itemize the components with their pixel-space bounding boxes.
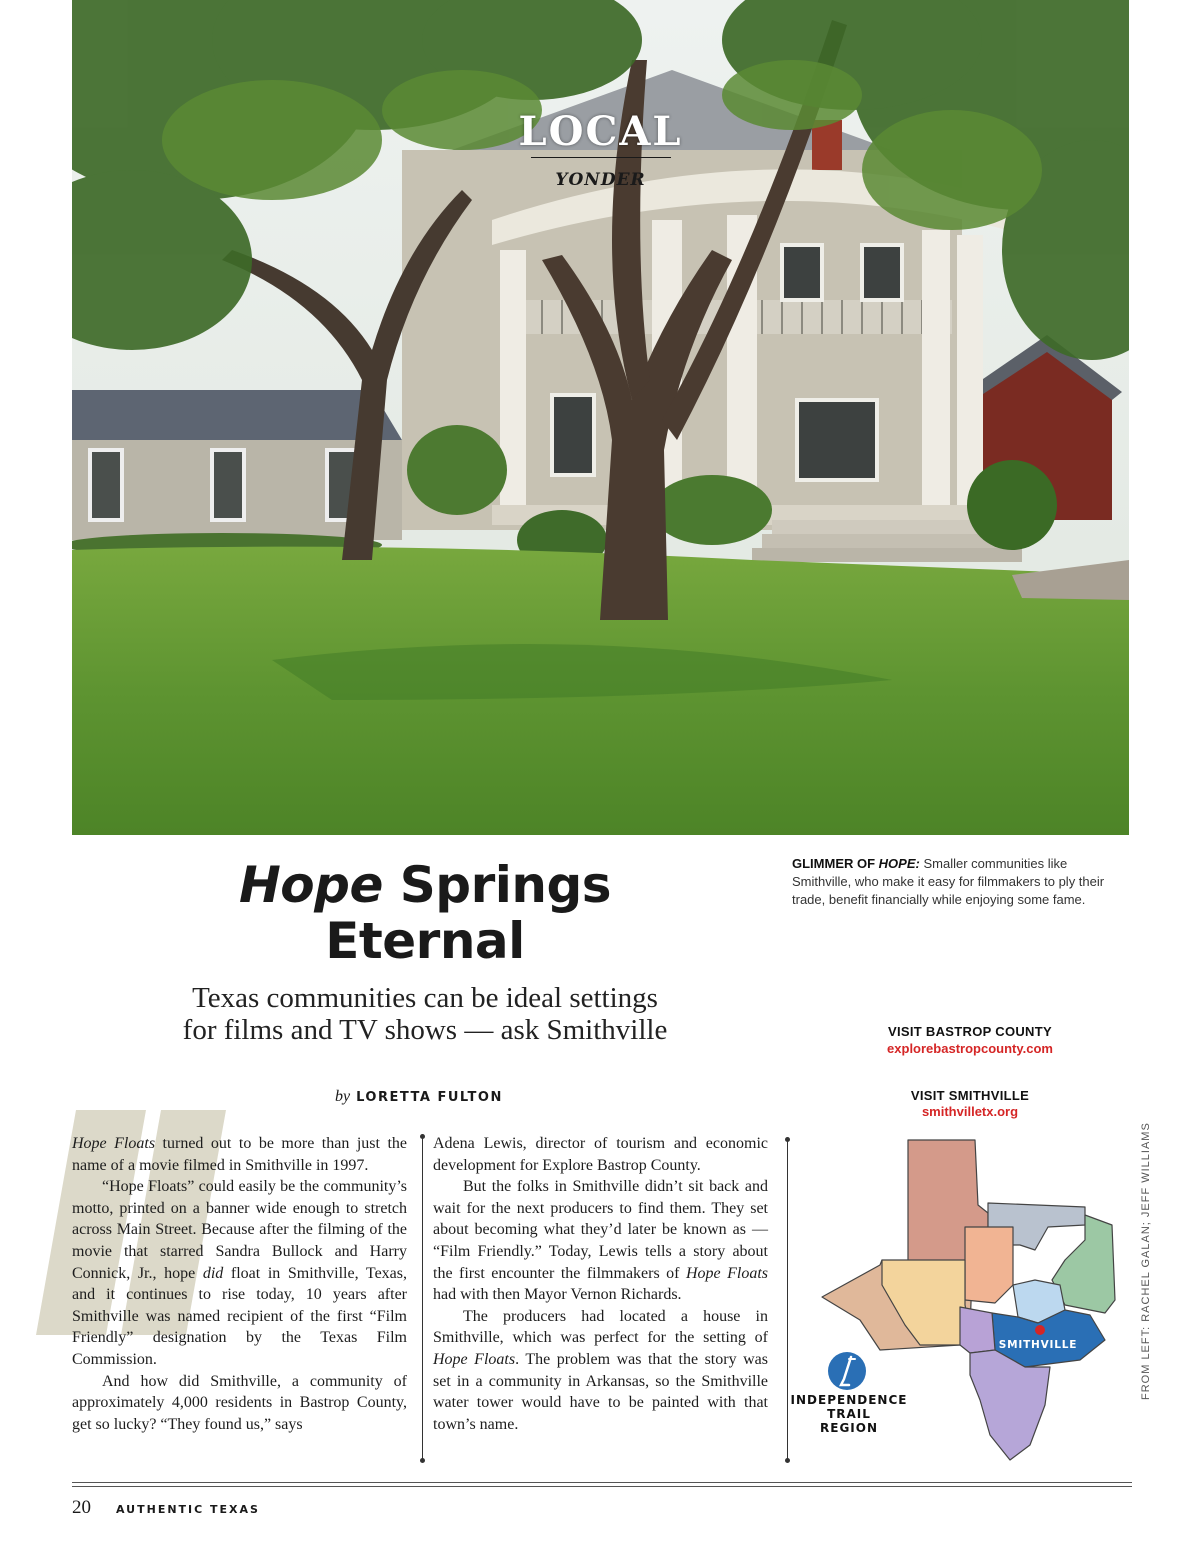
article-text: had with then Mayor Vernon Richards.: [433, 1286, 682, 1304]
article-text: . The problem was that the story was set in a community in Arkansas, so the Smithville water tower would have to be painted with that town’s name.: [433, 1350, 768, 1433]
visit-smithville-link[interactable]: smithvilletx.org: [921, 1104, 1019, 1119]
caption-text: Smaller communities like Smithville, who make it easy for filmmakers to ply their trade, benefit financially while enjoying some fame.: [792, 856, 1105, 907]
sidebar-divider: [787, 1140, 788, 1460]
deck-line2: for films and TV shows — ask Smithville: [182, 1014, 668, 1046]
article-paragraph: [72, 1133, 407, 1176]
headline-line2: Eternal: [325, 912, 525, 970]
article-text: But the folks in Smithville didn’t sit back and wait for the next producers to find them. They set about becoming what they’d later be known as — “Film Friendly.” Today, Lewis tells a story about the first encounter the filmmakers of: [433, 1178, 768, 1282]
deck-line1: Texas communities can be ideal settings: [192, 982, 658, 1014]
map-region-south: [970, 1350, 1050, 1460]
section-divider: [531, 157, 671, 158]
map-region-central: [965, 1227, 1013, 1303]
divider-dot: [420, 1458, 425, 1463]
caption-lead-italic: HOPE:: [878, 856, 920, 871]
article-paragraph: [433, 1306, 768, 1436]
article-text: turned out to be more than just the name of a movie filmed in Smithville in 1997.: [72, 1135, 407, 1174]
page-number: 20: [72, 1497, 91, 1518]
divider-dot: [785, 1458, 790, 1463]
headline-line1-rest: Springs: [399, 856, 612, 914]
byline-by: by: [335, 1088, 351, 1105]
caption-lead: GLIMMER OF: [792, 856, 879, 871]
region-label-line: REGION: [820, 1421, 878, 1435]
article-paragraph: And how did Smithville, a community of approximately 4,000 residents in Bastrop County, get so lucky? “They found us,” says: [72, 1372, 407, 1433]
section-subhead: YONDER: [555, 170, 646, 190]
article-paragraph: [72, 1176, 407, 1370]
footer-rule: [72, 1486, 1132, 1487]
byline: [335, 1088, 503, 1106]
photo-credit: [1140, 1100, 1160, 1400]
smithville-marker-icon: [1035, 1325, 1045, 1335]
region-label: [790, 1393, 908, 1435]
article-text: The producers had located a house in Smithville, which was perfect for the setting of: [433, 1307, 768, 1347]
headline-italic-word: Hope: [238, 856, 383, 914]
article-text: float in Smithville, Texas, and it continues to rise today, 10 years after Smithville was named recipient of the first “Film Friendly” designation by the Texas Film Commission.: [72, 1264, 407, 1368]
article-paragraph: Adena Lewis, director of tourism and economic development for Explore Bastrop County.: [433, 1135, 768, 1174]
region-label-line: TRAIL: [827, 1407, 871, 1421]
independence-trail-icon: [827, 1351, 867, 1391]
map-smithville-label: SMITHVILLE: [998, 1339, 1078, 1351]
byline-author: LORETTA FULTON: [356, 1090, 503, 1105]
visit-smithville-heading: VISIT SMITHVILLE: [910, 1088, 1030, 1103]
photo-credit-text: FROM LEFT: RACHEL GALAN; JEFF WILLIAMS: [1140, 1122, 1152, 1400]
footer-rule: [72, 1482, 1132, 1483]
map-region-hill-central: [960, 1307, 995, 1353]
visit-bastrop-heading: VISIT BASTROP COUNTY: [888, 1024, 1052, 1039]
deck: [130, 982, 720, 1046]
article-column-1: [72, 1133, 407, 1435]
publication-name: AUTHENTIC TEXAS: [116, 1503, 260, 1516]
column-divider: [422, 1137, 423, 1460]
article-text: “Hope Floats” could easily be the community’s motto, printed on a banner wide enough to stretch across Main Street. Because after the filming of the movie that starred Sandra Bullock and Harry Connick, Jr., hope: [72, 1178, 407, 1282]
article-italic: Hope Floats: [433, 1350, 516, 1368]
photo-caption: [792, 855, 1110, 909]
article-column-2: [433, 1133, 768, 1435]
region-label-line: INDEPENDENCE: [790, 1393, 908, 1407]
section-kicker: LOCAL: [518, 108, 683, 155]
article-italic: did: [202, 1264, 224, 1282]
divider-dot: [420, 1134, 425, 1139]
headline: [150, 857, 700, 969]
article-italic: Hope Floats: [72, 1135, 156, 1152]
article-italic: Hope Floats: [685, 1264, 769, 1282]
article-paragraph: [433, 1176, 768, 1306]
visit-bastrop-link[interactable]: explorebastropcounty.com: [887, 1041, 1053, 1056]
divider-dot: [785, 1137, 790, 1142]
